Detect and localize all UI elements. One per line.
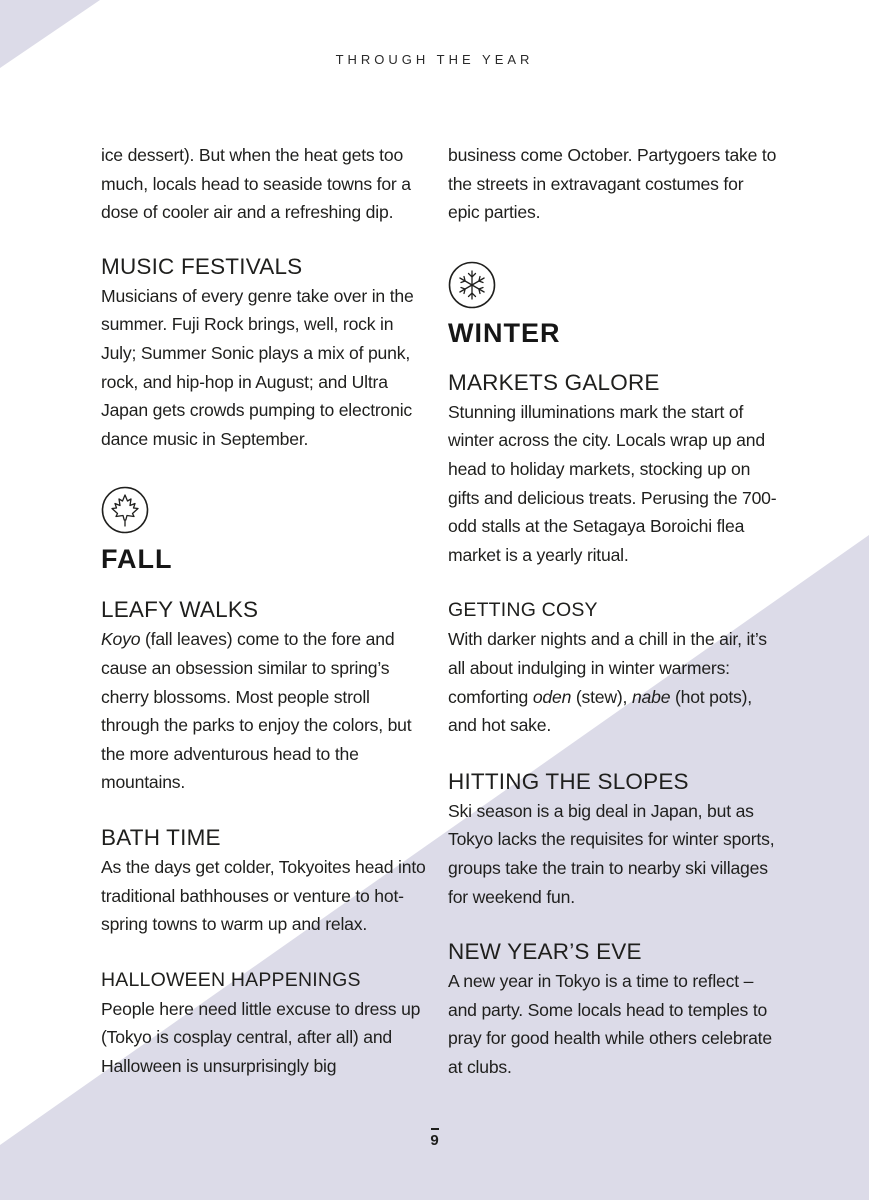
- music-festivals-heading: MUSIC FESTIVALS: [101, 253, 303, 279]
- leafy-walks-body: (fall leaves) come to the fore and cause an obsession similar to spring’s cherry blossoms. Most people stroll through the parks to enjoy the colors, but the more adventurous head to the mountains.: [101, 629, 412, 793]
- leafy-walks-text: [101, 625, 431, 797]
- koyo-term: Koyo: [101, 629, 141, 650]
- bath-time-text: As the days get colder, Tokyoites head into traditional bathhouses or venture to hot-spring towns to warm up and relax.: [101, 856, 426, 935]
- new-years-eve-text: A new year in Tokyo is a time to reflect – and party. Some locals head to temples to pray for good health while others celebrate at clubs.: [448, 971, 772, 1077]
- markets-galore-text: Stunning illuminations mark the start of winter across the city. Locals wrap up and head to holiday markets, stocking up on gifts and delicious treats. Perusing the 700-odd stalls at the Setagaya Boroichi flea market is a yearly ritual.: [448, 401, 777, 565]
- right-column: [448, 141, 778, 1081]
- snowflake-icon: [448, 261, 496, 309]
- bath-time-heading: BATH TIME: [101, 824, 221, 850]
- getting-cosy-text: [448, 625, 778, 739]
- maple-leaf-icon: [101, 486, 149, 534]
- halloween-continued-text: business come October. Partygoers take to the streets in extravagant costumes for epic parties.: [448, 145, 777, 223]
- getting-cosy-heading: GETTING COSY: [448, 599, 598, 622]
- summer-continued-text: ice dessert). But when the heat gets too much, locals head to seaside towns for a dose of cooler air and a refreshing dip.: [101, 145, 411, 223]
- nabe-term: nabe: [631, 686, 671, 707]
- page-number: [0, 1128, 869, 1149]
- halloween-text: People here need little excuse to dress up (Tokyo is cosplay central, after all) and Halloween is unsurprisingly big: [101, 998, 421, 1076]
- winter-title: WINTER: [448, 317, 561, 348]
- leafy-walks-heading: LEAFY WALKS: [101, 597, 259, 623]
- oden-term: oden: [532, 686, 572, 707]
- hitting-slopes-heading: HITTING THE SLOPES: [448, 768, 689, 794]
- new-years-eve-heading: NEW YEAR’S EVE: [448, 939, 642, 965]
- cosy-part-2: (stew),: [571, 686, 632, 707]
- left-column: [101, 141, 431, 1080]
- markets-galore-heading: MARKETS GALORE: [448, 369, 660, 395]
- hitting-slopes-text: Ski season is a big deal in Japan, but as Tokyo lacks the requisites for winter sports, groups take the train to nearby ski villages for weekend fun.: [448, 800, 775, 907]
- running-head: THROUGH THE YEAR: [335, 52, 534, 67]
- music-festivals-text: Musicians of every genre take over in the summer. Fuji Rock brings, well, rock in July; Summer Sonic plays a mix of punk, rock, and hip-hop in August; and Ultra Japan gets crowds pumping to electronic dance music in September.: [101, 285, 414, 449]
- fall-title: FALL: [101, 544, 173, 575]
- page-number-rule: [431, 1128, 439, 1130]
- page-number-value: 9: [430, 1131, 439, 1149]
- cosy-part-3: (hot pots), and hot sake.: [448, 686, 752, 736]
- cosy-part-1: With darker nights and a chill in the air, it’s all about indulging in winter warmers: comforting: [448, 629, 767, 707]
- halloween-heading: HALLOWEEN HAPPENINGS: [101, 968, 361, 991]
